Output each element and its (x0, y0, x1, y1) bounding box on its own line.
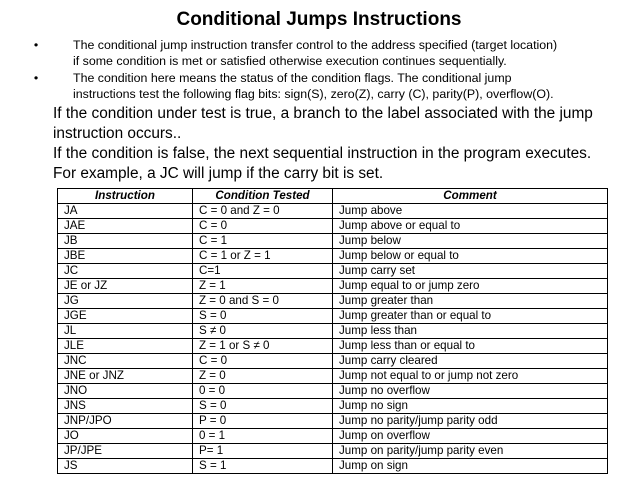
cell-condition: P = 0 (193, 414, 333, 429)
bullet-marker: • (33, 38, 39, 52)
table-row (58, 264, 608, 279)
cell-condition: C = 0 (193, 354, 333, 369)
conditional-jumps-table (57, 188, 608, 474)
paragraph-line: instruction occurs.. (53, 125, 182, 142)
cell-condition: S = 0 (193, 309, 333, 324)
cell-comment: Jump no sign (333, 399, 608, 414)
header-condition-tested: Condition Tested (193, 189, 333, 204)
bullet-item-transfer-control (30, 37, 610, 69)
table-row (58, 369, 608, 384)
cell-instruction: JLE (58, 339, 193, 354)
table-row (58, 429, 608, 444)
table-row (58, 354, 608, 369)
cell-condition: 0 = 0 (193, 384, 333, 399)
cell-comment: Jump less than (333, 324, 608, 339)
cell-comment: Jump greater than or equal to (333, 309, 608, 324)
table-row (58, 279, 608, 294)
cell-instruction: JL (58, 324, 193, 339)
cell-comment: Jump below (333, 234, 608, 249)
table-row (58, 234, 608, 249)
cell-comment: Jump on sign (333, 459, 608, 474)
cell-instruction: JB (58, 234, 193, 249)
cell-comment: Jump no overflow (333, 384, 608, 399)
cell-condition: S = 1 (193, 459, 333, 474)
cell-condition: Z = 1 or S ≠ 0 (193, 339, 333, 354)
table-row (58, 204, 608, 219)
table-body (58, 204, 608, 474)
cell-condition: C = 0 and Z = 0 (193, 204, 333, 219)
cell-comment: Jump carry set (333, 264, 608, 279)
cell-instruction: JAE (58, 219, 193, 234)
header-comment: Comment (333, 189, 608, 204)
cell-comment: Jump greater than (333, 294, 608, 309)
cell-instruction: JNC (58, 354, 193, 369)
table-row (58, 459, 608, 474)
table-row (58, 294, 608, 309)
table-header-row (58, 189, 608, 204)
cell-condition: S ≠ 0 (193, 324, 333, 339)
paragraph-line: For example, a JC will jump if the carry bit is set. (53, 165, 384, 182)
cell-instruction: JP/JPE (58, 444, 193, 459)
explanation-paragraph (53, 104, 613, 184)
header-instruction: Instruction (58, 189, 193, 204)
paragraph-line: If the condition is false, the next sequential instruction in the program executes. (53, 145, 592, 162)
cell-condition: Z = 0 and S = 0 (193, 294, 333, 309)
cell-instruction: JNS (58, 399, 193, 414)
cell-instruction: JS (58, 459, 193, 474)
cell-instruction: JNO (58, 384, 193, 399)
table-row (58, 414, 608, 429)
cell-instruction: JBE (58, 249, 193, 264)
bullet-marker: • (33, 71, 39, 85)
cell-comment: Jump carry cleared (333, 354, 608, 369)
cell-condition: 0 = 1 (193, 429, 333, 444)
bullet-text-line: The condition here means the status of the condition flags. The conditional jump (73, 71, 512, 85)
cell-instruction: JG (58, 294, 193, 309)
cell-comment: Jump above or equal to (333, 219, 608, 234)
cell-comment: Jump on parity/jump parity even (333, 444, 608, 459)
table-row (58, 339, 608, 354)
paragraph-line: If the condition under test is true, a branch to the label associated with the jump (53, 105, 593, 122)
cell-condition: C = 1 or Z = 1 (193, 249, 333, 264)
table-row (58, 324, 608, 339)
cell-comment: Jump below or equal to (333, 249, 608, 264)
cell-comment: Jump equal to or jump zero (333, 279, 608, 294)
table-row (58, 249, 608, 264)
cell-condition: C=1 (193, 264, 333, 279)
cell-instruction: JO (58, 429, 193, 444)
cell-instruction: JE or JZ (58, 279, 193, 294)
cell-comment: Jump above (333, 204, 608, 219)
table-row (58, 384, 608, 399)
table-row (58, 219, 608, 234)
bullet-text-line: instructions test the following flag bits: sign(S), zero(Z), carry (C), parity(P), overflow(O). (73, 87, 554, 101)
cell-comment: Jump no parity/jump parity odd (333, 414, 608, 429)
cell-condition: Z = 1 (193, 279, 333, 294)
cell-condition: P= 1 (193, 444, 333, 459)
table-row (58, 309, 608, 324)
cell-comment: Jump on overflow (333, 429, 608, 444)
bullet-text-line: if some condition is met or satisfied otherwise execution continues sequentially. (73, 54, 507, 68)
bullet-list (30, 37, 610, 103)
cell-instruction: JGE (58, 309, 193, 324)
cell-comment: Jump not equal to or jump not zero (333, 369, 608, 384)
table-row (58, 399, 608, 414)
cell-condition: C = 0 (193, 219, 333, 234)
slide-title: Conditional Jumps Instructions (176, 9, 462, 30)
cell-instruction: JNP/JPO (58, 414, 193, 429)
cell-condition: S = 0 (193, 399, 333, 414)
cell-condition: Z = 0 (193, 369, 333, 384)
cell-comment: Jump less than or equal to (333, 339, 608, 354)
cell-instruction: JC (58, 264, 193, 279)
cell-instruction: JNE or JNZ (58, 369, 193, 384)
cell-instruction: JA (58, 204, 193, 219)
cell-condition: C = 1 (193, 234, 333, 249)
bullet-text-line: The conditional jump instruction transfer control to the address specified (target location) (73, 38, 558, 52)
bullet-item-condition-flags (30, 70, 610, 102)
table-row (58, 444, 608, 459)
